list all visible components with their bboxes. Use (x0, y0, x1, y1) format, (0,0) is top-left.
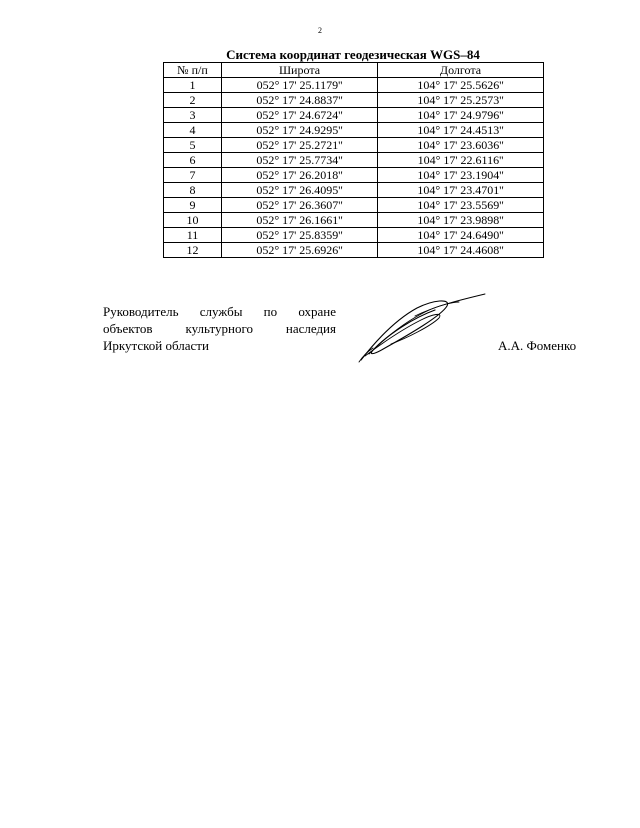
table-row (164, 153, 544, 168)
signer-position-line: Руководитель службы по охране (103, 304, 336, 319)
table-row (164, 183, 544, 198)
cell-longitude: 104° 17' 25.2573'' (378, 93, 544, 108)
cell-longitude: 104° 17' 24.4608'' (378, 243, 544, 258)
cell-longitude: 104° 17' 25.5626'' (378, 78, 544, 93)
cell-longitude: 104° 17' 23.1904'' (378, 168, 544, 183)
cell-latitude: 052° 17' 24.8837'' (222, 93, 378, 108)
signer-position (103, 303, 336, 354)
cell-num: 5 (164, 138, 222, 153)
cell-longitude: 104° 17' 23.4701'' (378, 183, 544, 198)
cell-latitude: 052° 17' 25.6926'' (222, 243, 378, 258)
cell-longitude: 104° 17' 24.4513'' (378, 123, 544, 138)
table-row (164, 138, 544, 153)
table-row (164, 198, 544, 213)
cell-num: 11 (164, 228, 222, 243)
cell-longitude: 104° 17' 22.6116'' (378, 153, 544, 168)
cell-num: 1 (164, 78, 222, 93)
cell-latitude: 052° 17' 26.3607'' (222, 198, 378, 213)
header-latitude: Широта (222, 63, 378, 78)
cell-num: 12 (164, 243, 222, 258)
cell-latitude: 052° 17' 25.1179'' (222, 78, 378, 93)
coordinates-table (163, 62, 544, 258)
cell-num: 8 (164, 183, 222, 198)
cell-num: 7 (164, 168, 222, 183)
cell-longitude: 104° 17' 24.9796'' (378, 108, 544, 123)
header-num: № п/п (164, 63, 222, 78)
table-row (164, 243, 544, 258)
cell-longitude: 104° 17' 23.6036'' (378, 138, 544, 153)
cell-latitude: 052° 17' 25.8359'' (222, 228, 378, 243)
table-row (164, 123, 544, 138)
cell-num: 6 (164, 153, 222, 168)
signer-name: А.А. Фоменко (498, 338, 577, 353)
cell-latitude: 052° 17' 25.2721'' (222, 138, 378, 153)
cell-latitude: 052° 17' 24.9295'' (222, 123, 378, 138)
cell-latitude: 052° 17' 26.4095'' (222, 183, 378, 198)
cell-num: 4 (164, 123, 222, 138)
handwritten-signature (355, 290, 490, 365)
table-row (164, 213, 544, 228)
signer-position-line: Иркутской области (103, 338, 209, 353)
cell-latitude: 052° 17' 26.1661'' (222, 213, 378, 228)
cell-longitude: 104° 17' 23.5569'' (378, 198, 544, 213)
page-number: 2 (318, 26, 322, 35)
table-header-row (164, 63, 544, 78)
signer-position-line: объектов культурного наследия (103, 321, 336, 336)
cell-longitude: 104° 17' 23.9898'' (378, 213, 544, 228)
cell-longitude: 104° 17' 24.6490'' (378, 228, 544, 243)
header-longitude: Долгота (378, 63, 544, 78)
cell-latitude: 052° 17' 26.2018'' (222, 168, 378, 183)
cell-latitude: 052° 17' 25.7734'' (222, 153, 378, 168)
cell-num: 9 (164, 198, 222, 213)
cell-latitude: 052° 17' 24.6724'' (222, 108, 378, 123)
table-row (164, 93, 544, 108)
cell-num: 2 (164, 93, 222, 108)
cell-num: 3 (164, 108, 222, 123)
table-row (164, 78, 544, 93)
table-row (164, 168, 544, 183)
table-title: Система координат геодезическая WGS–84 (226, 47, 480, 62)
table-row (164, 228, 544, 243)
table-row (164, 108, 544, 123)
cell-num: 10 (164, 213, 222, 228)
